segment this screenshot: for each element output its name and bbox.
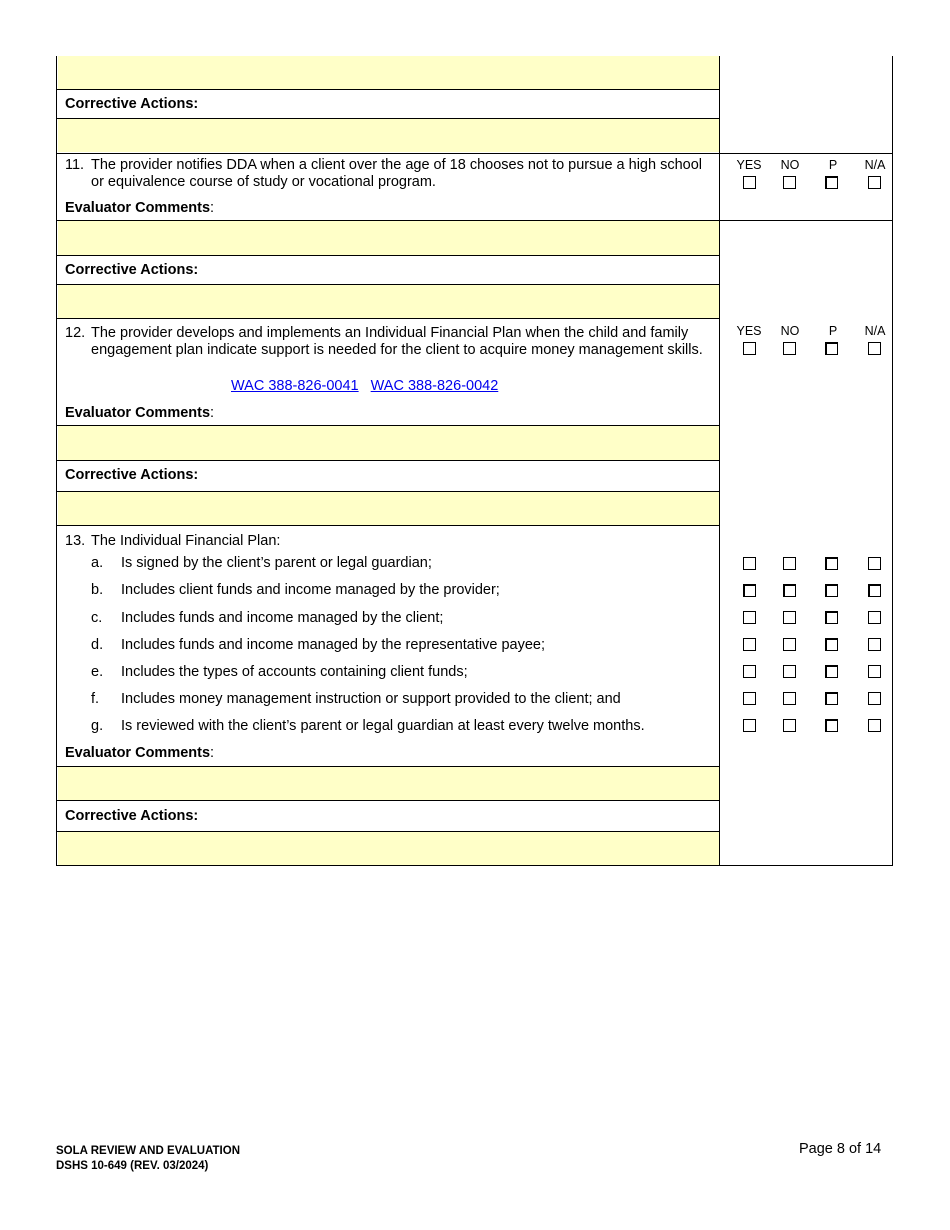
header-p: P <box>828 158 838 172</box>
wac-388-826-0041-link[interactable]: WAC 388-826-0041 <box>231 378 359 394</box>
q13f-no-checkbox[interactable] <box>783 692 796 705</box>
section-line <box>57 318 719 319</box>
q11-yes-checkbox[interactable] <box>743 176 756 189</box>
prev-evaluator-comments-field[interactable] <box>58 56 719 89</box>
q13d-yes-checkbox[interactable] <box>743 638 756 651</box>
question-13-text: The Individual Financial Plan: <box>91 533 281 549</box>
prev-corrective-actions-label: Corrective Actions: <box>65 96 199 112</box>
item-letter: b. <box>91 582 104 598</box>
question-11-number: 11. <box>65 157 85 173</box>
header-na: N/A <box>864 324 886 338</box>
label-text: Evaluator Comments <box>65 745 211 761</box>
item-letter: c. <box>91 610 103 626</box>
q13f-p-checkbox[interactable] <box>825 692 838 705</box>
item-text: Includes money management instruction or support provided to the client; and <box>121 691 621 707</box>
q13c-yes-checkbox[interactable] <box>743 611 756 624</box>
section-line <box>57 525 719 526</box>
q13-evaluator-comments-label <box>65 745 214 761</box>
label-text: Evaluator Comments <box>65 405 211 421</box>
q12-na-checkbox[interactable] <box>868 342 881 355</box>
q13g-no-checkbox[interactable] <box>783 719 796 732</box>
item-letter: e. <box>91 664 104 680</box>
row-line <box>57 255 719 256</box>
q12-evaluator-comments-field[interactable] <box>58 426 719 460</box>
q13f-na-checkbox[interactable] <box>868 692 881 705</box>
item-text: Is signed by the client’s parent or legal guardian; <box>121 555 432 571</box>
question-12-number: 12. <box>65 325 86 341</box>
item-letter: a. <box>91 555 104 571</box>
q13b-p-checkbox[interactable] <box>825 584 838 597</box>
q11-evaluator-comments-field[interactable] <box>58 221 719 255</box>
q11-evaluator-comments-label <box>65 200 214 216</box>
q13-corrective-actions-label: Corrective Actions: <box>65 808 199 824</box>
question-11 <box>65 157 711 191</box>
q11-p-checkbox[interactable] <box>825 176 838 189</box>
question-12 <box>65 325 711 359</box>
q13g-p-checkbox[interactable] <box>825 719 838 732</box>
header-na: N/A <box>864 158 886 172</box>
q12-no-checkbox[interactable] <box>783 342 796 355</box>
q13c-na-checkbox[interactable] <box>868 611 881 624</box>
q13e-yes-checkbox[interactable] <box>743 665 756 678</box>
q13f-yes-checkbox[interactable] <box>743 692 756 705</box>
q13d-p-checkbox[interactable] <box>825 638 838 651</box>
q13a-p-checkbox[interactable] <box>825 557 838 570</box>
q13d-na-checkbox[interactable] <box>868 638 881 651</box>
row-line <box>57 800 719 801</box>
header-no: NO <box>780 158 800 172</box>
section-line <box>57 153 892 154</box>
item-text: Is reviewed with the client’s parent or legal guardian at least every twelve months. <box>121 718 645 734</box>
q11-na-checkbox[interactable] <box>868 176 881 189</box>
footer-form-info <box>56 1144 240 1174</box>
q13g-yes-checkbox[interactable] <box>743 719 756 732</box>
header-yes: YES <box>736 324 762 338</box>
q11-no-checkbox[interactable] <box>783 176 796 189</box>
q13e-p-checkbox[interactable] <box>825 665 838 678</box>
item-letter: d. <box>91 637 104 653</box>
q13b-na-checkbox[interactable] <box>868 584 881 597</box>
q12-p-checkbox[interactable] <box>825 342 838 355</box>
q13a-na-checkbox[interactable] <box>868 557 881 570</box>
q13-corrective-actions-field[interactable] <box>58 832 719 865</box>
q13c-p-checkbox[interactable] <box>825 611 838 624</box>
q11-corrective-actions-field[interactable] <box>58 285 719 318</box>
q13a-yes-checkbox[interactable] <box>743 557 756 570</box>
label-colon: : <box>210 745 215 761</box>
q13e-na-checkbox[interactable] <box>868 665 881 678</box>
footer-form-number: DSHS 10-649 (REV. 03/2024) <box>56 1160 209 1172</box>
item-text: Includes the types of accounts containing client funds; <box>121 664 468 680</box>
row-line <box>57 89 719 90</box>
q12-evaluator-comments-label <box>65 405 214 421</box>
column-divider <box>719 56 720 865</box>
q13b-no-checkbox[interactable] <box>783 584 796 597</box>
header-p: P <box>828 324 838 338</box>
label-colon: : <box>210 200 215 216</box>
q12-corrective-actions-label: Corrective Actions: <box>65 467 199 483</box>
item-text: Includes funds and income managed by the client; <box>121 610 444 626</box>
q13g-na-checkbox[interactable] <box>868 719 881 732</box>
question-13 <box>65 533 711 550</box>
q13b-yes-checkbox[interactable] <box>743 584 756 597</box>
q12-links <box>231 378 506 394</box>
q12-yes-checkbox[interactable] <box>743 342 756 355</box>
question-12-text: The provider develops and implements an Individual Financial Plan when the child and family engagement plan indicate support is needed for the client to acquire money management skills. <box>91 325 703 358</box>
prev-corrective-actions-field[interactable] <box>58 119 719 152</box>
label-text: Evaluator Comments <box>65 200 211 216</box>
item-letter: g. <box>91 718 104 734</box>
footer-form-title: SOLA REVIEW AND EVALUATION <box>56 1145 240 1157</box>
item-text: Includes client funds and income managed by the provider; <box>121 582 500 598</box>
page-number: Page 8 of 14 <box>799 1141 882 1157</box>
q13a-no-checkbox[interactable] <box>783 557 796 570</box>
question-11-text: The provider notifies DDA when a client over the age of 18 chooses not to pursue a high school or equivalence course of study or vocational program. <box>91 157 702 190</box>
row-line <box>57 460 719 461</box>
header-yes: YES <box>736 158 762 172</box>
q12-corrective-actions-field[interactable] <box>58 492 719 525</box>
q13-evaluator-comments-field[interactable] <box>58 767 719 800</box>
question-13-number: 13. <box>65 533 86 549</box>
wac-388-826-0042-link[interactable]: WAC 388-826-0042 <box>370 378 499 394</box>
q11-corrective-actions-label: Corrective Actions: <box>65 262 199 278</box>
q13d-no-checkbox[interactable] <box>783 638 796 651</box>
header-no: NO <box>780 324 800 338</box>
label-colon: : <box>210 405 215 421</box>
item-text: Includes funds and income managed by the representative payee; <box>121 637 545 653</box>
q13c-no-checkbox[interactable] <box>783 611 796 624</box>
item-letter: f. <box>91 691 100 707</box>
evaluation-form-table <box>56 56 893 866</box>
q13e-no-checkbox[interactable] <box>783 665 796 678</box>
